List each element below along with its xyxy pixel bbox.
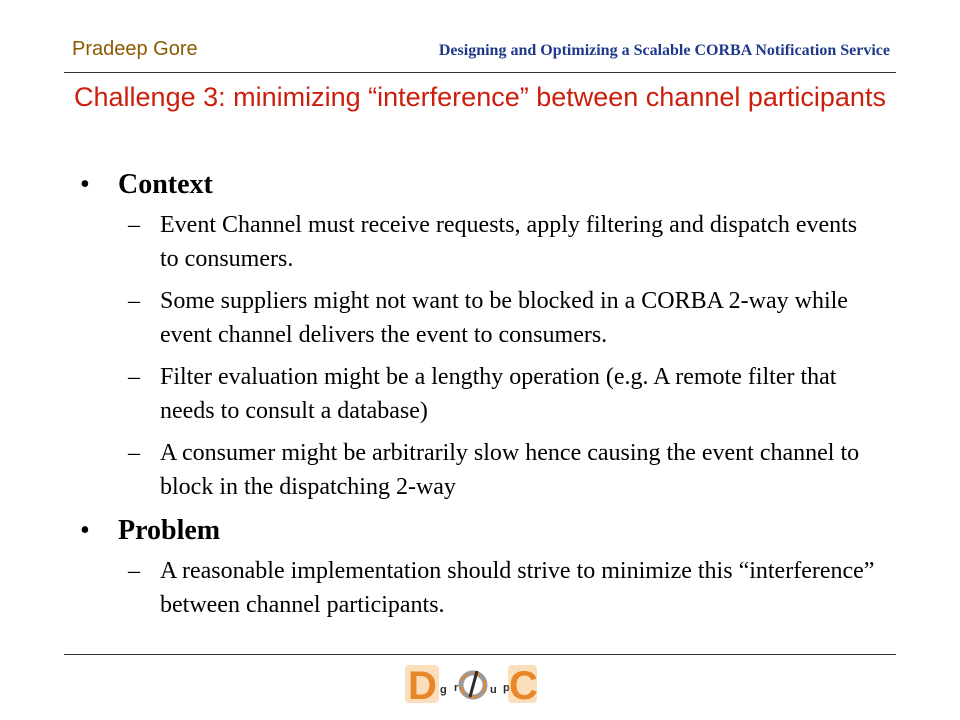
section-heading-label: Problem xyxy=(118,515,221,546)
list-item xyxy=(128,360,900,428)
list-item-text: A reasonable implementation should strive to minimize this “interference” between channel participants. xyxy=(160,558,875,618)
section-heading-context xyxy=(80,166,900,204)
logo-letter-p: p xyxy=(503,682,510,694)
logo-letter-g: g xyxy=(440,684,447,696)
list-item-text: Filter evaluation might be a lengthy operation (e.g. A remote filter that needs to consult a database) xyxy=(160,364,837,424)
logo-letter-u: u xyxy=(490,684,497,696)
list-item xyxy=(128,208,900,276)
top-divider xyxy=(64,72,896,73)
slide-content xyxy=(80,166,900,630)
list-item-text: A consumer might be arbitrarily slow hence causing the event channel to block in the dispatching 2-way xyxy=(160,440,860,500)
dash-marker: – xyxy=(128,212,140,238)
dash-marker: – xyxy=(128,364,140,390)
bottom-divider xyxy=(64,654,896,655)
dash-marker: – xyxy=(128,558,140,584)
list-item xyxy=(128,436,900,504)
section-heading-problem xyxy=(80,512,900,550)
author-name: Pradeep Gore xyxy=(72,38,198,60)
bullet-marker: • xyxy=(80,169,90,200)
bullet-marker: • xyxy=(80,515,90,546)
section-heading-label: Context xyxy=(118,169,213,200)
dash-marker: – xyxy=(128,440,140,466)
doc-group-logo-icon xyxy=(404,663,538,707)
logo-letter-c: C xyxy=(509,664,538,707)
slide-title: Challenge 3: minimizing “interference” between channel participants xyxy=(74,82,886,112)
list-item xyxy=(128,554,900,622)
list-item-text: Some suppliers might not want to be blocked in a CORBA 2-way while event channel delivers the event to consumers. xyxy=(160,288,848,348)
list-item xyxy=(128,284,900,352)
dash-marker: – xyxy=(128,288,140,314)
logo-letter-d: D xyxy=(408,664,437,707)
logo-letter-r: r xyxy=(454,682,459,694)
list-item-text: Event Channel must receive requests, apply filtering and dispatch events to consumers. xyxy=(160,212,858,272)
presentation-title: Designing and Optimizing a Scalable CORBA Notification Service xyxy=(438,42,890,59)
